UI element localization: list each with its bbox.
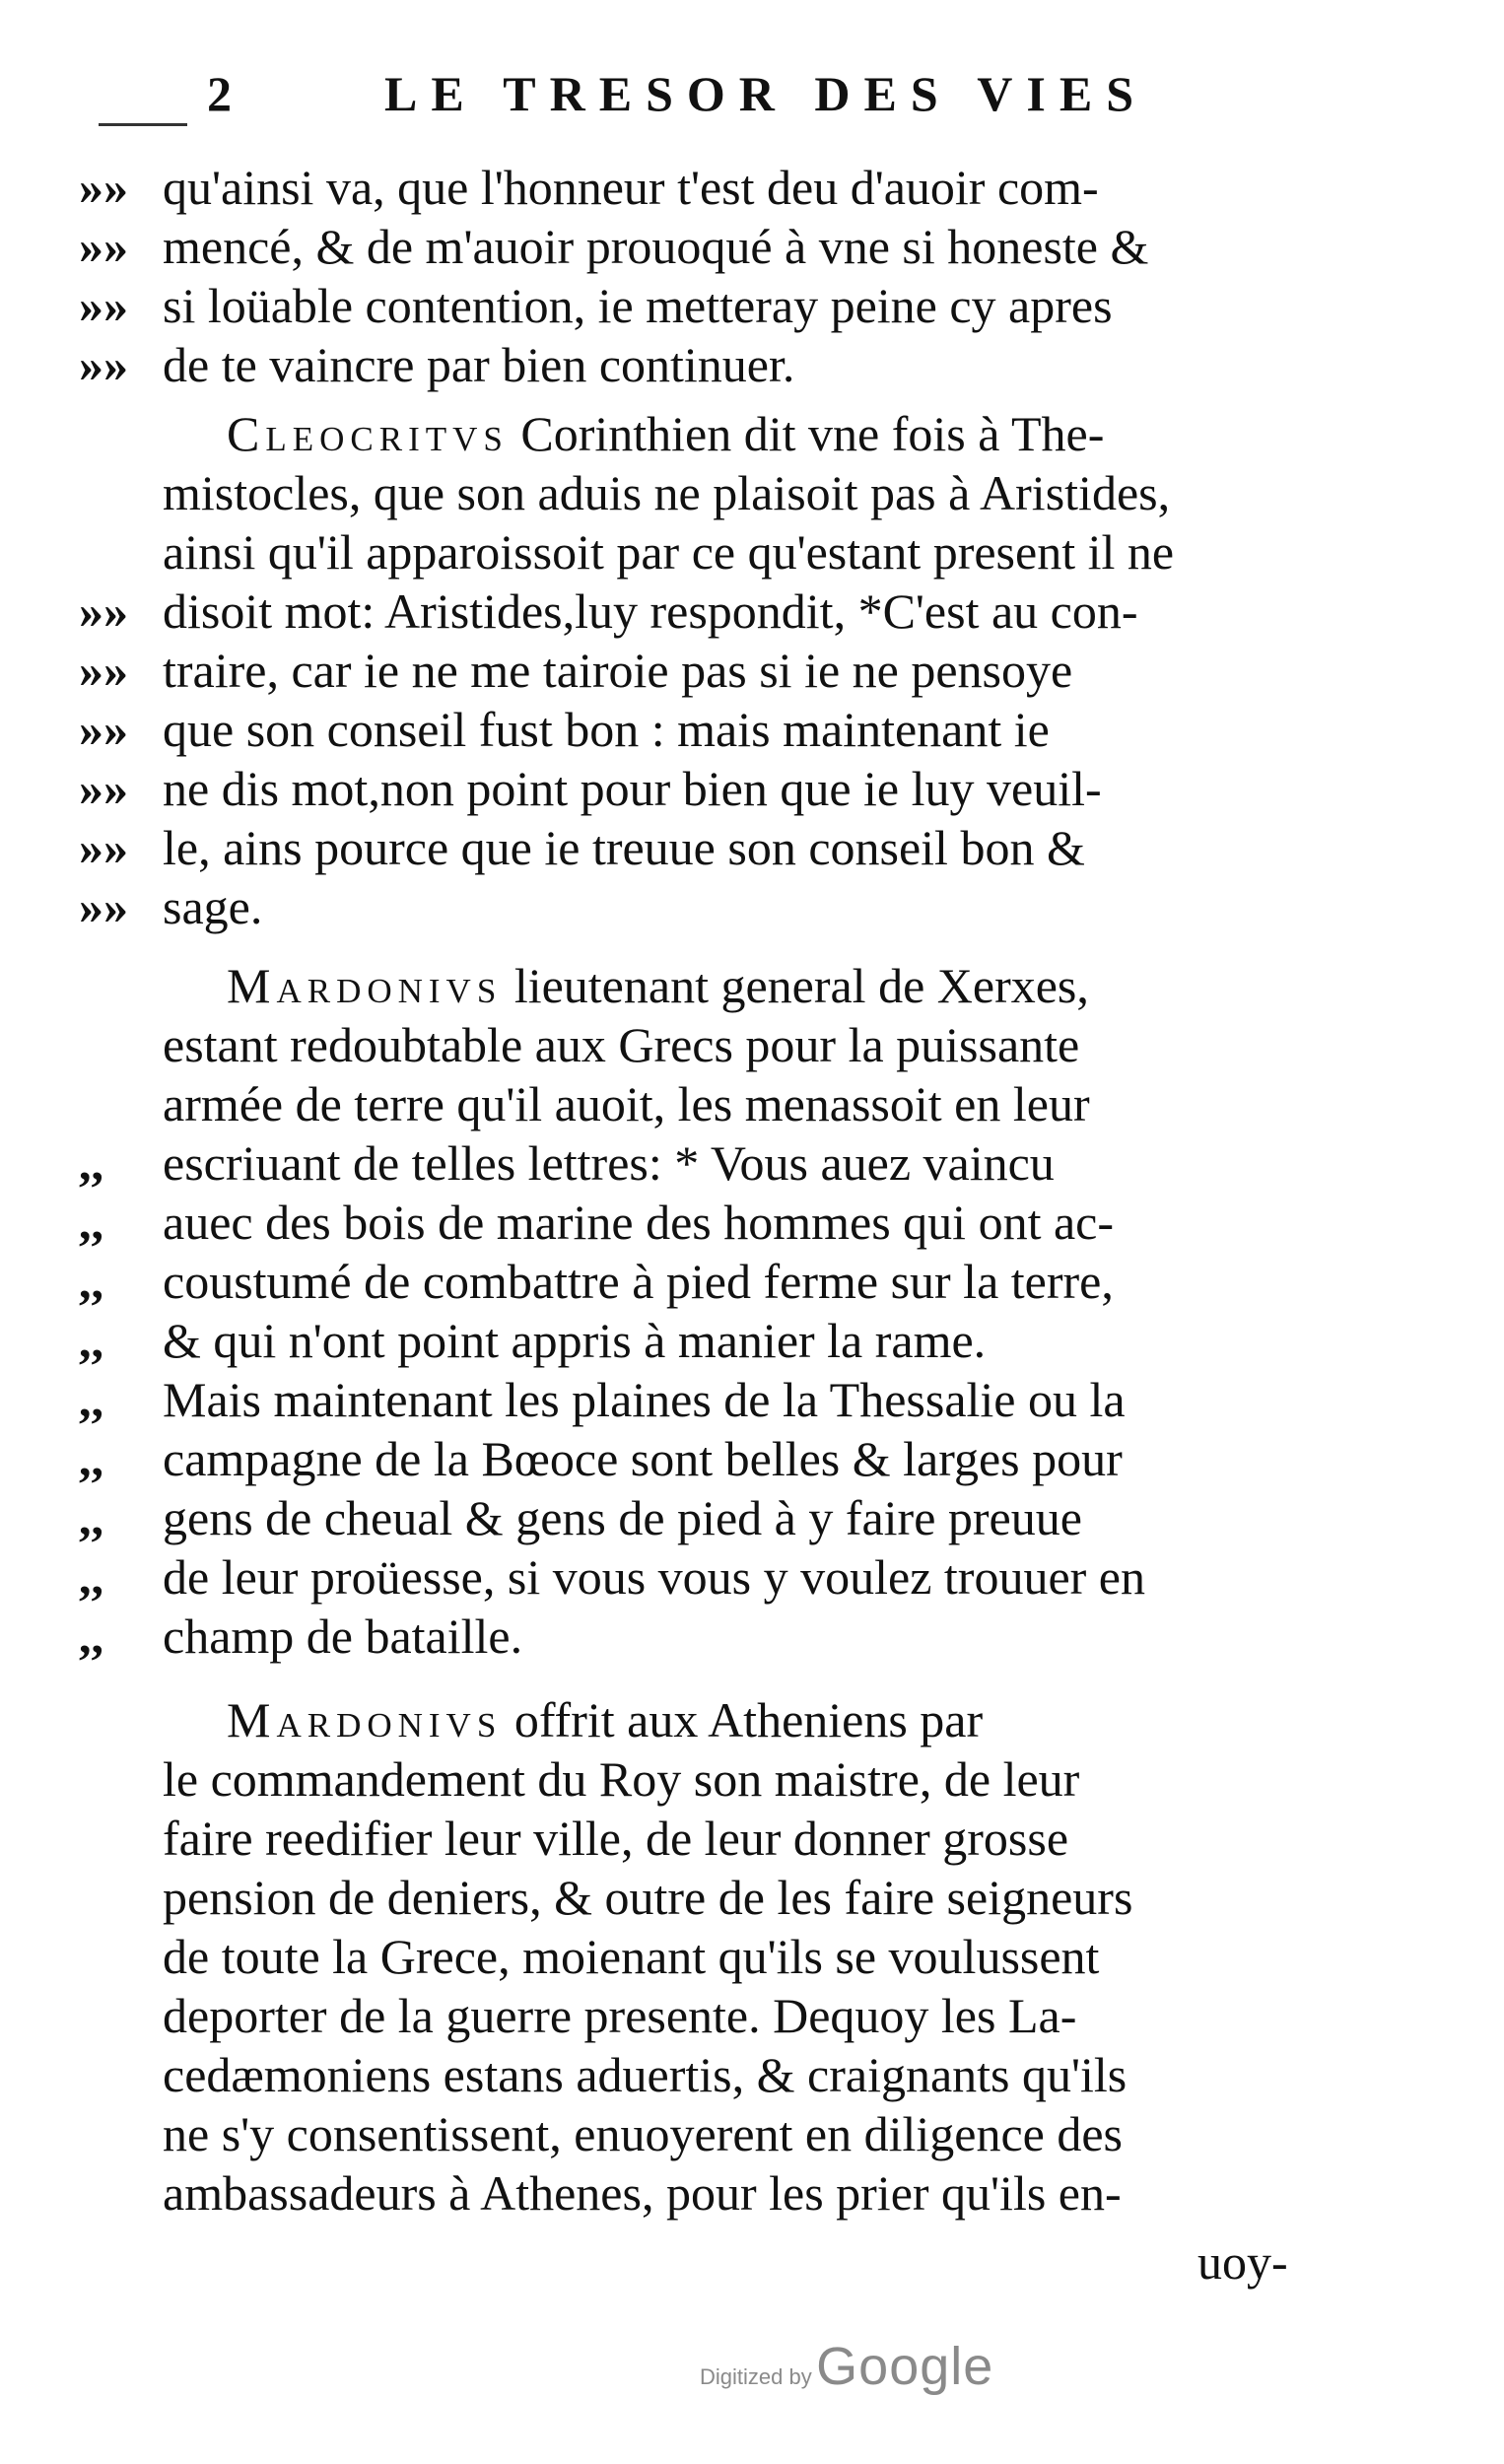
text-line: coustumé de combattre à pied ferme sur la terre, xyxy=(163,1254,1114,1309)
quote-mark: »» xyxy=(79,820,128,875)
text-line: auec des bois de marine des hommes qui ont ac- xyxy=(163,1195,1114,1250)
text-line: offrit aux Atheniens par xyxy=(513,1692,984,1747)
quote-mark: »» xyxy=(79,879,128,934)
quote-mark: »» xyxy=(79,278,128,333)
quote-mark: »» xyxy=(79,337,128,392)
lead-name: Mardonivs xyxy=(227,958,503,1013)
text-line: & qui n'ont point appris à manier la rame. xyxy=(163,1313,987,1368)
text-line: disoit mot: Aristides,luy respondit, *C'est au con- xyxy=(163,583,1138,639)
text-line: deporter de la guerre presente. Dequoy les La- xyxy=(163,1988,1077,2043)
text-line: campagne de la Bœoce sont belles & larges pour xyxy=(163,1431,1123,1486)
text-line: mencé, & de m'auoir prouoqué à vne si honeste & xyxy=(163,219,1149,274)
quote-mark: ,, xyxy=(79,1254,103,1309)
quote-mark: ,, xyxy=(79,1608,103,1664)
text-line: ainsi qu'il apparoissoit par ce qu'estant present il ne xyxy=(163,524,1175,580)
text-line: de te vaincre par bien continuer. xyxy=(163,337,795,392)
text-line: si loüable contention, ie metteray peine cy apres xyxy=(163,278,1113,333)
text-line: ambassadeurs à Athenes, pour les prier qu'ils en- xyxy=(163,2165,1122,2221)
quote-mark: ,, xyxy=(79,1313,103,1368)
running-title: LE TRESOR DES VIES xyxy=(384,66,1147,121)
quote-mark: ,, xyxy=(79,1549,103,1605)
quote-mark: ,, xyxy=(79,1195,103,1250)
text-line: que son conseil fust bon : mais maintenant ie xyxy=(163,702,1050,757)
text-line: ne dis mot,non point pour bien que ie luy veuil- xyxy=(163,761,1102,816)
quote-mark: »» xyxy=(79,702,128,757)
text-line: mistocles, que son aduis ne plaisoit pas à Aristides, xyxy=(163,465,1171,520)
text-line: qu'ainsi va, que l'honneur t'est deu d'auoir com- xyxy=(163,160,1099,215)
lead-name: Cleocritvs xyxy=(227,406,509,461)
paragraph-opening-line xyxy=(227,404,1104,463)
text-line: Corinthien dit vne fois à The- xyxy=(520,406,1105,461)
quote-mark: »» xyxy=(79,761,128,816)
lead-name: Mardonivs xyxy=(227,1692,503,1747)
quote-mark: »» xyxy=(79,219,128,274)
text-line: champ de bataille. xyxy=(163,1608,523,1664)
paragraph-opening-line xyxy=(227,956,1089,1015)
google-logo: Google xyxy=(816,2337,994,2396)
quote-mark: ,, xyxy=(79,1372,103,1427)
text-line: sage. xyxy=(163,879,263,934)
text-line: escriuant de telles lettres: * Vous auez vaincu xyxy=(163,1135,1055,1191)
header-rule xyxy=(99,123,187,126)
quote-mark: »» xyxy=(79,160,128,215)
text-line: le, ains pource que ie treuue son conseil bon & xyxy=(163,820,1085,875)
text-line: lieutenant general de Xerxes, xyxy=(513,958,1089,1013)
digitized-by-google-watermark xyxy=(700,2336,993,2397)
folio-number: 2 xyxy=(207,66,245,121)
quote-mark: ,, xyxy=(79,1490,103,1545)
running-header xyxy=(99,59,1380,128)
watermark-prefix: Digitized by xyxy=(700,2364,812,2389)
text-line: estant redoubtable aux Grecs pour la puissante xyxy=(163,1017,1080,1072)
text-line: armée de terre qu'il auoit, les menassoit en leur xyxy=(163,1076,1090,1131)
quote-mark: »» xyxy=(79,583,128,639)
text-line: gens de cheual & gens de pied à y faire preuue xyxy=(163,1490,1082,1545)
text-line: de toute la Grece, moienant qu'ils se voulussent xyxy=(163,1929,1100,1984)
text-line: cedæmoniens estans aduertis, & craignants qu'ils xyxy=(163,2047,1128,2102)
text-line: de leur proüesse, si vous vous y voulez trouuer en xyxy=(163,1549,1145,1605)
quote-mark: ,, xyxy=(79,1135,103,1191)
text-line: ne s'y consentissent, enuoyerent en diligence des xyxy=(163,2106,1123,2161)
catchword: uoy- xyxy=(1197,2234,1288,2290)
text-line: faire reedifier leur ville, de leur donner grosse xyxy=(163,1811,1069,1866)
text-line: Mais maintenant les plaines de la Thessalie ou la xyxy=(163,1372,1126,1427)
quote-mark: ,, xyxy=(79,1431,103,1486)
text-line: pension de deniers, & outre de les faire seigneurs xyxy=(163,1870,1133,1925)
text-line: le commandement du Roy son maistre, de leur xyxy=(163,1751,1080,1807)
quote-mark: »» xyxy=(79,643,128,698)
text-line: traire, car ie ne me tairoie pas si ie ne pensoye xyxy=(163,643,1073,698)
paragraph-opening-line xyxy=(227,1690,983,1749)
